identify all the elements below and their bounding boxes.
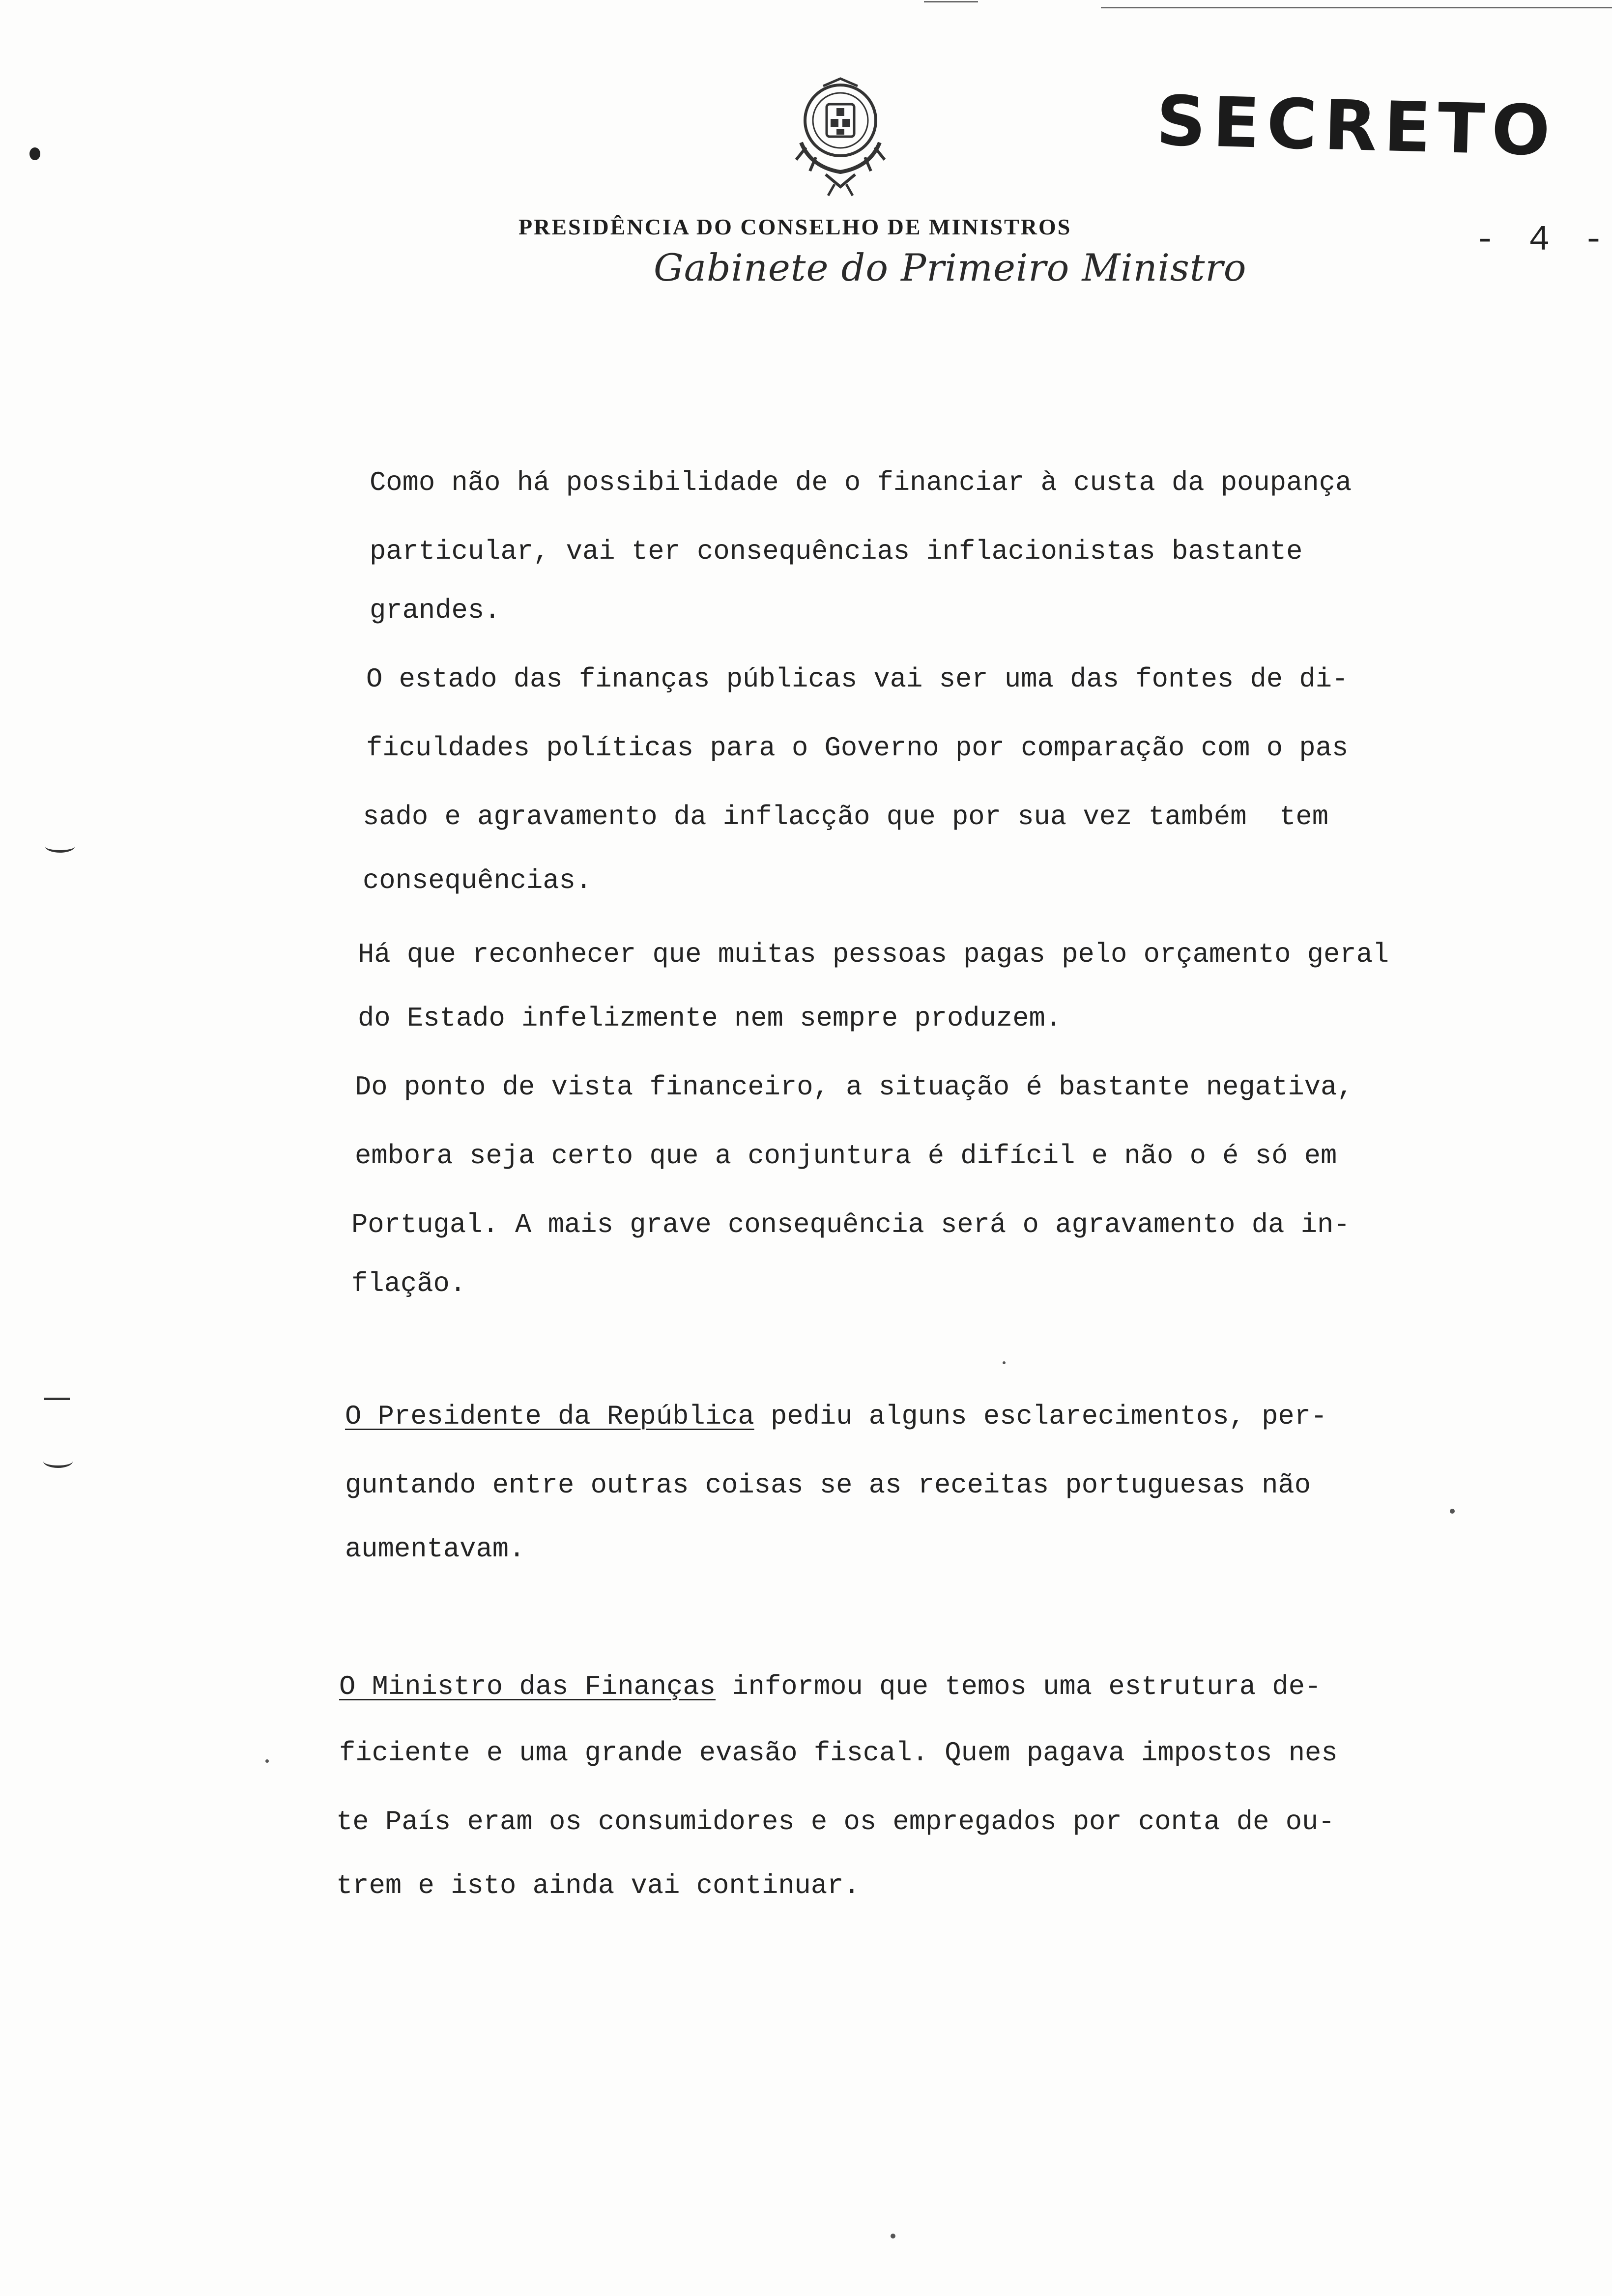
cabinet-heading: Gabinete do Primeiro Ministro xyxy=(654,246,1247,289)
institution-heading: PRESIDÊNCIA DO CONSELHO DE MINISTROS xyxy=(518,214,1072,239)
scan-speck xyxy=(1003,1361,1006,1364)
minister-paragraph-line-4: trem e isto ainda vai continuar. xyxy=(336,1870,860,1901)
scan-speck xyxy=(1450,1509,1455,1514)
speaker-finance-minister: O Ministro das Finanças xyxy=(339,1671,716,1702)
secret-stamp: SECRETO xyxy=(1155,81,1558,172)
body-line: flação. xyxy=(351,1268,466,1299)
page-number: - 4 - xyxy=(1474,220,1611,260)
body-line: grandes. xyxy=(370,595,501,626)
body-line: consequências. xyxy=(363,865,592,896)
body-line: ficuldades políticas para o Governo por comparação com o pas xyxy=(366,733,1349,764)
president-paragraph-line-3: aumentavam. xyxy=(345,1534,525,1565)
president-paragraph-line-1 xyxy=(345,1403,1327,1431)
president-text: pediu alguns esclarecimentos, per- xyxy=(754,1401,1327,1432)
minister-paragraph-line-1 xyxy=(339,1673,1321,1701)
margin-mark xyxy=(43,1455,73,1468)
body-line: O estado das finanças públicas vai ser uma das fontes de di- xyxy=(366,664,1349,695)
scan-speck xyxy=(29,147,40,160)
scan-line-top-right xyxy=(1101,7,1612,8)
body-line: Há que reconhecer que muitas pessoas pagas pelo orçamento geral xyxy=(358,939,1389,970)
coat-of-arms-icon xyxy=(781,74,899,197)
president-paragraph-line-2: guntando entre outras coisas se as receitas portuguesas não xyxy=(345,1470,1311,1501)
body-line: sado e agravamento da inflacção que por sua vez também tem xyxy=(363,802,1329,832)
body-line: particular, vai ter consequências inflacionistas bastante xyxy=(370,536,1303,567)
body-line: do Estado infelizmente nem sempre produzem. xyxy=(358,1003,1062,1034)
minister-paragraph-line-3: te País eram os consumidores e os empregados por conta de ou- xyxy=(336,1807,1335,1837)
scan-speck xyxy=(265,1759,269,1763)
margin-mark xyxy=(45,840,75,853)
body-line: Portugal. A mais grave consequência será o agravamento da in- xyxy=(351,1209,1350,1240)
minister-text: informou que temos uma estrutura de- xyxy=(716,1671,1322,1702)
scan-line-top-left xyxy=(924,1,978,2)
body-line: Como não há possibilidade de o financiar à custa da poupança xyxy=(370,467,1352,498)
speaker-president: O Presidente da República xyxy=(345,1401,754,1432)
body-line: embora seja certo que a conjuntura é difícil e não o é só em xyxy=(355,1141,1337,1172)
body-line: Do ponto de vista financeiro, a situação é bastante negativa, xyxy=(355,1072,1353,1103)
minister-paragraph-line-2: ficiente e uma grande evasão fiscal. Quem pagava impostos nes xyxy=(339,1738,1338,1769)
margin-mark xyxy=(44,1391,70,1400)
scan-speck xyxy=(891,2234,895,2239)
